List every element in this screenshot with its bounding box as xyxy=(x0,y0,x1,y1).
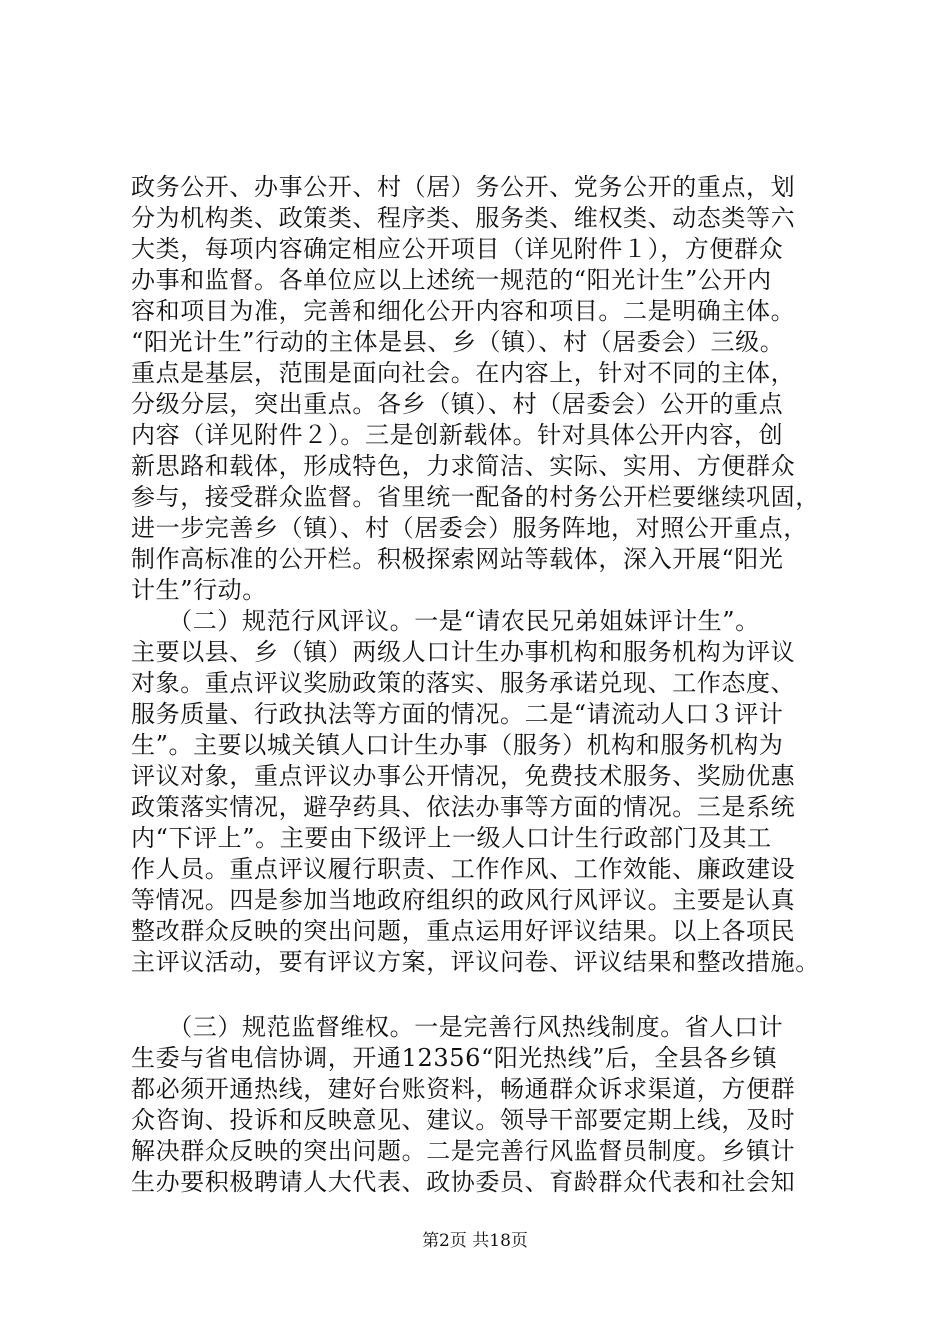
text-line: 对象。重点评议奖励政策的落实、服务承诺兑现、工作态度、 xyxy=(131,669,796,697)
text-line: 众咨询、投诉和反映意见、建议。领导干部要定期上线，及时 xyxy=(131,1106,796,1134)
text-line: 办事和监督。各单位应以上述统一规范的“阳光计生”公开内 xyxy=(131,266,772,294)
text-line: 评议对象，重点评议办事公开情况，免费技术服务、奖励优惠 xyxy=(131,762,796,790)
text-line: 进一步完善乡（镇）、村（居委会）服务阵地，对照公开重点， xyxy=(131,514,808,542)
text-line: 参与，接受群众监督。省里统一配备的村务公开栏要继续巩固， xyxy=(131,483,820,511)
text-line: （二）规范行风评议。一是“请农民兄弟姐妹评计生”。 xyxy=(131,607,760,635)
text-line: 等情况。四是参加当地政府组织的政风行风评议。主要是认真 xyxy=(131,886,796,914)
text-line: 主评议活动，要有评议方案，评议问卷、评议结果和整改措施。 xyxy=(131,948,820,976)
text-line: 生委与省电信协调，开通12356“阳光热线”后，全县各乡镇 xyxy=(131,1044,778,1072)
text-line: 内“下评上”。主要由下级评上一级人口计生行政部门及其工 xyxy=(131,824,772,852)
text-line: 政务公开、办事公开、村（居）务公开、党务公开的重点，划 xyxy=(131,173,796,201)
text-line: “阳光计生”行动的主体是县、乡（镇）、村（居委会）三级。 xyxy=(131,328,785,356)
text-line: 计生”行动。 xyxy=(131,576,267,604)
text-line: 生”。主要以城关镇人口计生办事（服务）机构和服务机构为 xyxy=(131,731,784,759)
text-line: 分级分层，突出重点。各乡（镇）、村（居委会）公开的重点 xyxy=(131,390,784,418)
page-footer: 第2页 共18页 xyxy=(422,1231,528,1251)
text-line: 新思路和载体，形成特色，力求简洁、实际、实用、方便群众 xyxy=(131,452,796,480)
text-line: （三）规范监督维权。一是完善行风热线制度。省人口计 xyxy=(131,1013,784,1041)
text-line: 整改群众反映的突出问题，重点运用好评议结果。以上各项民 xyxy=(131,917,796,945)
text-line: 生办要积极聘请人大代表、政协委员、育龄群众代表和社会知 xyxy=(131,1168,796,1196)
text-line: 分为机构类、政策类、程序类、服务类、维权类、动态类等六 xyxy=(131,204,796,232)
text-line: 服务质量、行政执法等方面的情况。二是“请流动人口３评计 xyxy=(131,700,784,728)
text-line: 作人员。重点评议履行职责、工作作风、工作效能、廉政建设 xyxy=(131,855,796,883)
text-line: 解决群众反映的突出问题。二是完善行风监督员制度。乡镇计 xyxy=(131,1137,796,1165)
text-line: 大类，每项内容确定相应公开项目（详见附件１），方便群众 xyxy=(131,235,784,263)
text-line: 重点是基层，范围是面向社会。在内容上，针对不同的主体， xyxy=(131,359,796,387)
text-line: 都必须开通热线，建好台账资料，畅通群众诉求渠道，方便群 xyxy=(131,1075,796,1103)
text-line: 制作高标准的公开栏。积极探索网站等载体，深入开展“阳光 xyxy=(131,545,784,573)
text-line: 容和项目为准，完善和细化公开内容和项目。二是明确主体。 xyxy=(131,297,796,325)
text-line: 政策落实情况，避孕药具、依法办事等方面的情况。三是系统 xyxy=(131,793,796,821)
text-line: 内容（详见附件２）。三是创新载体。针对具体公开内容，创 xyxy=(131,421,784,449)
text-line: 主要以县、乡（镇）两级人口计生办事机构和服务机构为评议 xyxy=(131,638,796,666)
